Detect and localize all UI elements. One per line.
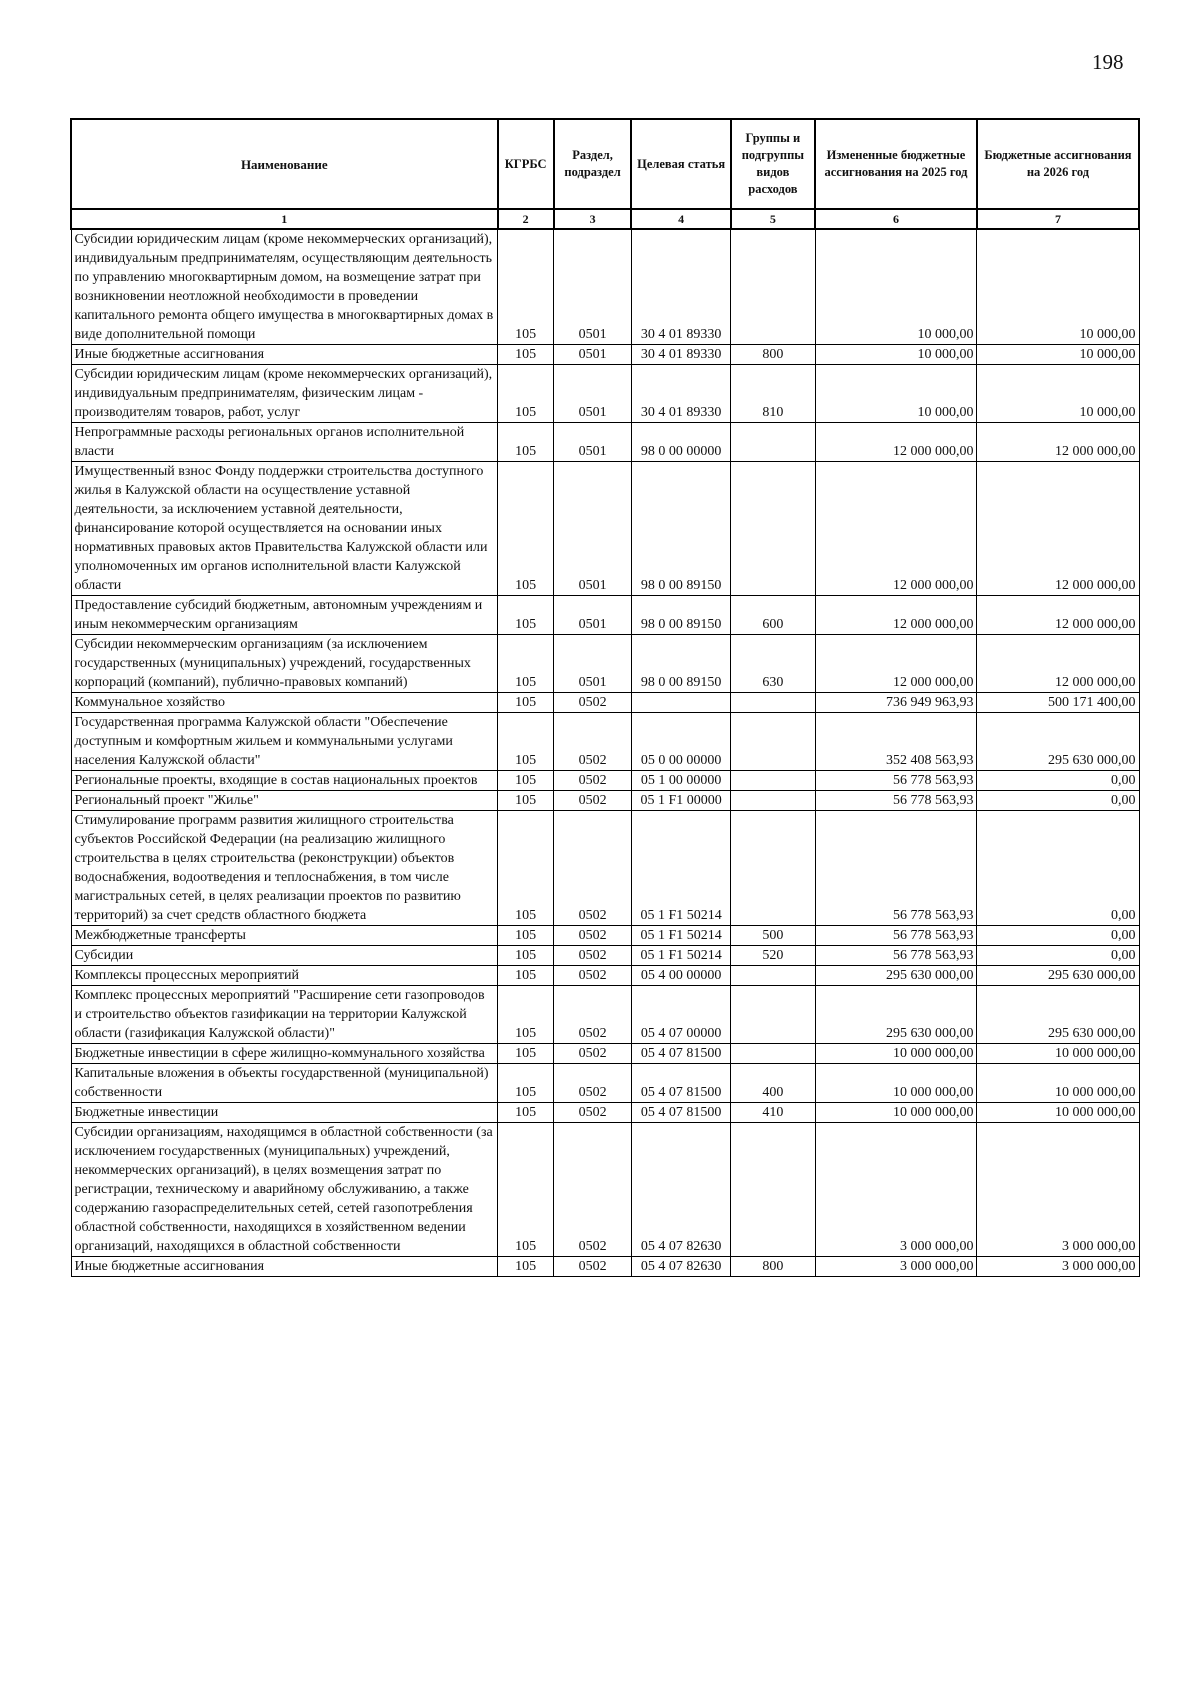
- row-group: [731, 811, 815, 926]
- row-section: 0501: [554, 462, 632, 596]
- row-group: 500: [731, 926, 815, 946]
- row-section: 0502: [554, 1064, 632, 1103]
- row-amount-2025: 12 000 000,00: [815, 635, 977, 693]
- row-target: 05 4 07 82630: [631, 1257, 730, 1277]
- row-section: 0502: [554, 811, 632, 926]
- row-name: Коммунальное хозяйство: [71, 693, 498, 713]
- table-row: [71, 1123, 1139, 1257]
- row-target: 30 4 01 89330: [631, 365, 730, 423]
- row-amount-2026: 12 000 000,00: [977, 423, 1139, 462]
- table-row: [71, 423, 1139, 462]
- row-amount-2025: 56 778 563,93: [815, 926, 977, 946]
- row-target: 05 1 00 00000: [631, 771, 730, 791]
- column-number: 3: [554, 209, 632, 229]
- row-section: 0501: [554, 229, 632, 345]
- row-group: [731, 986, 815, 1044]
- table-header-row: [71, 119, 1139, 209]
- row-target: 05 1 F1 50214: [631, 926, 730, 946]
- row-amount-2026: 10 000,00: [977, 365, 1139, 423]
- table-row: [71, 229, 1139, 345]
- column-number: 1: [71, 209, 498, 229]
- row-amount-2025: 10 000 000,00: [815, 1064, 977, 1103]
- row-target: 98 0 00 00000: [631, 423, 730, 462]
- row-name: Комплексы процессных мероприятий: [71, 966, 498, 986]
- row-group: 800: [731, 1257, 815, 1277]
- row-section: 0501: [554, 635, 632, 693]
- column-number: 5: [731, 209, 815, 229]
- row-section: 0502: [554, 1123, 632, 1257]
- row-amount-2026: 10 000,00: [977, 345, 1139, 365]
- row-amount-2026: 12 000 000,00: [977, 596, 1139, 635]
- row-name: Региональные проекты, входящие в состав национальных проектов: [71, 771, 498, 791]
- row-kgrbs: 105: [498, 1044, 554, 1064]
- row-group: [731, 693, 815, 713]
- table-row: [71, 1044, 1139, 1064]
- header-2025: Измененные бюджетные ассигнования на 2025 год: [815, 119, 977, 209]
- row-kgrbs: 105: [498, 635, 554, 693]
- row-kgrbs: 105: [498, 1123, 554, 1257]
- table-row: [71, 462, 1139, 596]
- row-amount-2025: 3 000 000,00: [815, 1123, 977, 1257]
- row-name: Капитальные вложения в объекты государственной (муниципальной) собственности: [71, 1064, 498, 1103]
- row-kgrbs: 105: [498, 229, 554, 345]
- row-amount-2025: 10 000,00: [815, 229, 977, 345]
- row-section: 0502: [554, 771, 632, 791]
- row-kgrbs: 105: [498, 986, 554, 1044]
- row-name: Иные бюджетные ассигнования: [71, 1257, 498, 1277]
- row-kgrbs: 105: [498, 345, 554, 365]
- row-name: Субсидии некоммерческим организациям (за исключением государственных (муниципальных) учреждений, государственных корпораций (компаний), публично-правовых компаний): [71, 635, 498, 693]
- row-group: [731, 966, 815, 986]
- header-section: Раздел, подраздел: [554, 119, 632, 209]
- row-amount-2025: 352 408 563,93: [815, 713, 977, 771]
- row-section: 0501: [554, 365, 632, 423]
- row-kgrbs: 105: [498, 926, 554, 946]
- row-name: Предоставление субсидий бюджетным, автономным учреждениям и иным некоммерческим организациям: [71, 596, 498, 635]
- row-name: Субсидии организациям, находящимся в областной собственности (за исключением государственных (муниципальных) учреждений, некоммерческих организаций), в целях возмещения затрат по регистрации, техническому и аварийному обслуживанию, а также содержанию газораспределительных сетей, сетей газопотребления областной собственности, находящихся в хозяйственном ведении организаций, находящихся в областной собственности: [71, 1123, 498, 1257]
- row-amount-2026: 0,00: [977, 771, 1139, 791]
- row-name: Комплекс процессных мероприятий "Расширение сети газопроводов и строительство объектов газификации на территории Калужской области (газификация Калужской области)": [71, 986, 498, 1044]
- row-group: [731, 229, 815, 345]
- row-amount-2026: 295 630 000,00: [977, 966, 1139, 986]
- column-number-row: [71, 209, 1139, 229]
- row-amount-2025: 295 630 000,00: [815, 986, 977, 1044]
- column-number: 2: [498, 209, 554, 229]
- row-section: 0502: [554, 713, 632, 771]
- row-group: [731, 423, 815, 462]
- row-target: 30 4 01 89330: [631, 229, 730, 345]
- row-amount-2025: 295 630 000,00: [815, 966, 977, 986]
- row-group: [731, 791, 815, 811]
- row-amount-2026: 10 000 000,00: [977, 1064, 1139, 1103]
- row-group: 800: [731, 345, 815, 365]
- row-section: 0502: [554, 1044, 632, 1064]
- row-name: Бюджетные инвестиции: [71, 1103, 498, 1123]
- row-section: 0501: [554, 345, 632, 365]
- row-kgrbs: 105: [498, 462, 554, 596]
- row-target: 05 1 F1 00000: [631, 791, 730, 811]
- table-row: [71, 365, 1139, 423]
- row-section: 0502: [554, 1257, 632, 1277]
- header-kgrbs: КГРБС: [498, 119, 554, 209]
- row-amount-2026: 3 000 000,00: [977, 1123, 1139, 1257]
- row-amount-2025: 56 778 563,93: [815, 791, 977, 811]
- column-number: 7: [977, 209, 1139, 229]
- row-group: [731, 713, 815, 771]
- row-target: 05 4 07 82630: [631, 1123, 730, 1257]
- table-row: [71, 1257, 1139, 1277]
- table-row: [71, 926, 1139, 946]
- row-target: 98 0 00 89150: [631, 635, 730, 693]
- row-name: Иные бюджетные ассигнования: [71, 345, 498, 365]
- row-name: Межбюджетные трансферты: [71, 926, 498, 946]
- row-target: 05 4 07 81500: [631, 1064, 730, 1103]
- row-section: 0501: [554, 423, 632, 462]
- row-kgrbs: 105: [498, 1064, 554, 1103]
- table-row: [71, 596, 1139, 635]
- table-row: [71, 946, 1139, 966]
- row-amount-2025: 56 778 563,93: [815, 946, 977, 966]
- row-section: 0502: [554, 966, 632, 986]
- row-target: 05 1 F1 50214: [631, 946, 730, 966]
- row-group: [731, 771, 815, 791]
- row-kgrbs: 105: [498, 771, 554, 791]
- table-row: [71, 966, 1139, 986]
- row-target: 05 1 F1 50214: [631, 811, 730, 926]
- row-name: Субсидии юридическим лицам (кроме некоммерческих организаций), индивидуальным предпринимателям, физическим лицам - производителям товаров, работ, услуг: [71, 365, 498, 423]
- row-amount-2026: 295 630 000,00: [977, 713, 1139, 771]
- row-section: 0502: [554, 926, 632, 946]
- row-amount-2025: 12 000 000,00: [815, 596, 977, 635]
- table-body: [71, 229, 1139, 1277]
- row-amount-2026: 500 171 400,00: [977, 693, 1139, 713]
- row-name: Субсидии: [71, 946, 498, 966]
- row-amount-2025: 12 000 000,00: [815, 423, 977, 462]
- table-row: [71, 713, 1139, 771]
- row-amount-2025: 10 000,00: [815, 365, 977, 423]
- row-amount-2026: 0,00: [977, 791, 1139, 811]
- row-amount-2026: 12 000 000,00: [977, 462, 1139, 596]
- row-name: Имущественный взнос Фонду поддержки строительства доступного жилья в Калужской области на осуществление уставной деятельности, за исключением уставной деятельности, финансирование которой осуществляется на основании иных нормативных правовых актов Правительства Калужской области или уполномоченных им органов исполнительной власти Калужской области: [71, 462, 498, 596]
- column-number: 4: [631, 209, 730, 229]
- table-row: [71, 693, 1139, 713]
- row-section: 0502: [554, 693, 632, 713]
- row-section: 0502: [554, 946, 632, 966]
- row-name: Субсидии юридическим лицам (кроме некоммерческих организаций), индивидуальным предпринимателям, осуществляющим деятельность по управлению многоквартирным домом, на возмещение затрат при возникновении неотложной необходимости в проведении капитального ремонта общего имущества в многоквартирных домах в виде дополнительной помощи: [71, 229, 498, 345]
- row-amount-2026: 12 000 000,00: [977, 635, 1139, 693]
- table-row: [71, 1103, 1139, 1123]
- row-name: Государственная программа Калужской области "Обеспечение доступным и комфортным жильем и коммунальными услугами населения Калужской области": [71, 713, 498, 771]
- row-name: Непрограммные расходы региональных органов исполнительной власти: [71, 423, 498, 462]
- row-name: Бюджетные инвестиции в сфере жилищно-коммунального хозяйства: [71, 1044, 498, 1064]
- table-row: [71, 791, 1139, 811]
- header-name: Наименование: [71, 119, 498, 209]
- row-kgrbs: 105: [498, 791, 554, 811]
- row-kgrbs: 105: [498, 946, 554, 966]
- row-group: [731, 1123, 815, 1257]
- row-amount-2026: 10 000,00: [977, 229, 1139, 345]
- header-target: Целевая статья: [631, 119, 730, 209]
- row-group: 410: [731, 1103, 815, 1123]
- row-target: 30 4 01 89330: [631, 345, 730, 365]
- row-target: [631, 693, 730, 713]
- table-row: [71, 811, 1139, 926]
- row-group: 630: [731, 635, 815, 693]
- row-amount-2025: 736 949 963,93: [815, 693, 977, 713]
- row-amount-2026: 0,00: [977, 946, 1139, 966]
- row-group: [731, 1044, 815, 1064]
- row-kgrbs: 105: [498, 966, 554, 986]
- row-kgrbs: 105: [498, 713, 554, 771]
- row-amount-2026: 3 000 000,00: [977, 1257, 1139, 1277]
- row-amount-2026: 0,00: [977, 811, 1139, 926]
- row-target: 05 4 07 00000: [631, 986, 730, 1044]
- table-row: [71, 771, 1139, 791]
- row-section: 0501: [554, 596, 632, 635]
- column-number: 6: [815, 209, 977, 229]
- row-amount-2025: 12 000 000,00: [815, 462, 977, 596]
- row-kgrbs: 105: [498, 811, 554, 926]
- row-target: 05 0 00 00000: [631, 713, 730, 771]
- row-target: 05 4 07 81500: [631, 1044, 730, 1064]
- row-target: 05 4 00 00000: [631, 966, 730, 986]
- page-number: 198: [1092, 50, 1124, 74]
- row-kgrbs: 105: [498, 596, 554, 635]
- row-target: 98 0 00 89150: [631, 596, 730, 635]
- row-amount-2026: 295 630 000,00: [977, 986, 1139, 1044]
- row-name: Стимулирование программ развития жилищного строительства субъектов Российской Федерации (на реализацию жилищного строительства в целях строительства (реконструкции) объектов водоснабжения, водоотведения и теплоснабжения, в том числе магистральных сетей, в целях реализации проектов по развитию территорий) за счет средств областного бюджета: [71, 811, 498, 926]
- row-name: Региональный проект "Жилье": [71, 791, 498, 811]
- row-amount-2025: 10 000 000,00: [815, 1044, 977, 1064]
- row-amount-2025: 56 778 563,93: [815, 811, 977, 926]
- table-row: [71, 1064, 1139, 1103]
- row-section: 0502: [554, 791, 632, 811]
- row-amount-2025: 10 000 000,00: [815, 1103, 977, 1123]
- header-2026: Бюджетные ассигнования на 2026 год: [977, 119, 1139, 209]
- row-group: 810: [731, 365, 815, 423]
- row-kgrbs: 105: [498, 1257, 554, 1277]
- row-amount-2026: 10 000 000,00: [977, 1103, 1139, 1123]
- row-amount-2025: 10 000,00: [815, 345, 977, 365]
- row-section: 0502: [554, 1103, 632, 1123]
- row-section: 0502: [554, 986, 632, 1044]
- row-kgrbs: 105: [498, 423, 554, 462]
- table-row: [71, 986, 1139, 1044]
- row-kgrbs: 105: [498, 693, 554, 713]
- row-target: 98 0 00 89150: [631, 462, 730, 596]
- row-target: 05 4 07 81500: [631, 1103, 730, 1123]
- row-amount-2026: 0,00: [977, 926, 1139, 946]
- budget-table: [70, 118, 1140, 1277]
- row-kgrbs: 105: [498, 1103, 554, 1123]
- table-row: [71, 345, 1139, 365]
- row-amount-2025: 56 778 563,93: [815, 771, 977, 791]
- header-group: Группы и подгруппы видов расходов: [731, 119, 815, 209]
- row-group: 520: [731, 946, 815, 966]
- row-group: [731, 462, 815, 596]
- table-row: [71, 635, 1139, 693]
- row-group: 600: [731, 596, 815, 635]
- row-amount-2026: 10 000 000,00: [977, 1044, 1139, 1064]
- row-group: 400: [731, 1064, 815, 1103]
- row-amount-2025: 3 000 000,00: [815, 1257, 977, 1277]
- row-kgrbs: 105: [498, 365, 554, 423]
